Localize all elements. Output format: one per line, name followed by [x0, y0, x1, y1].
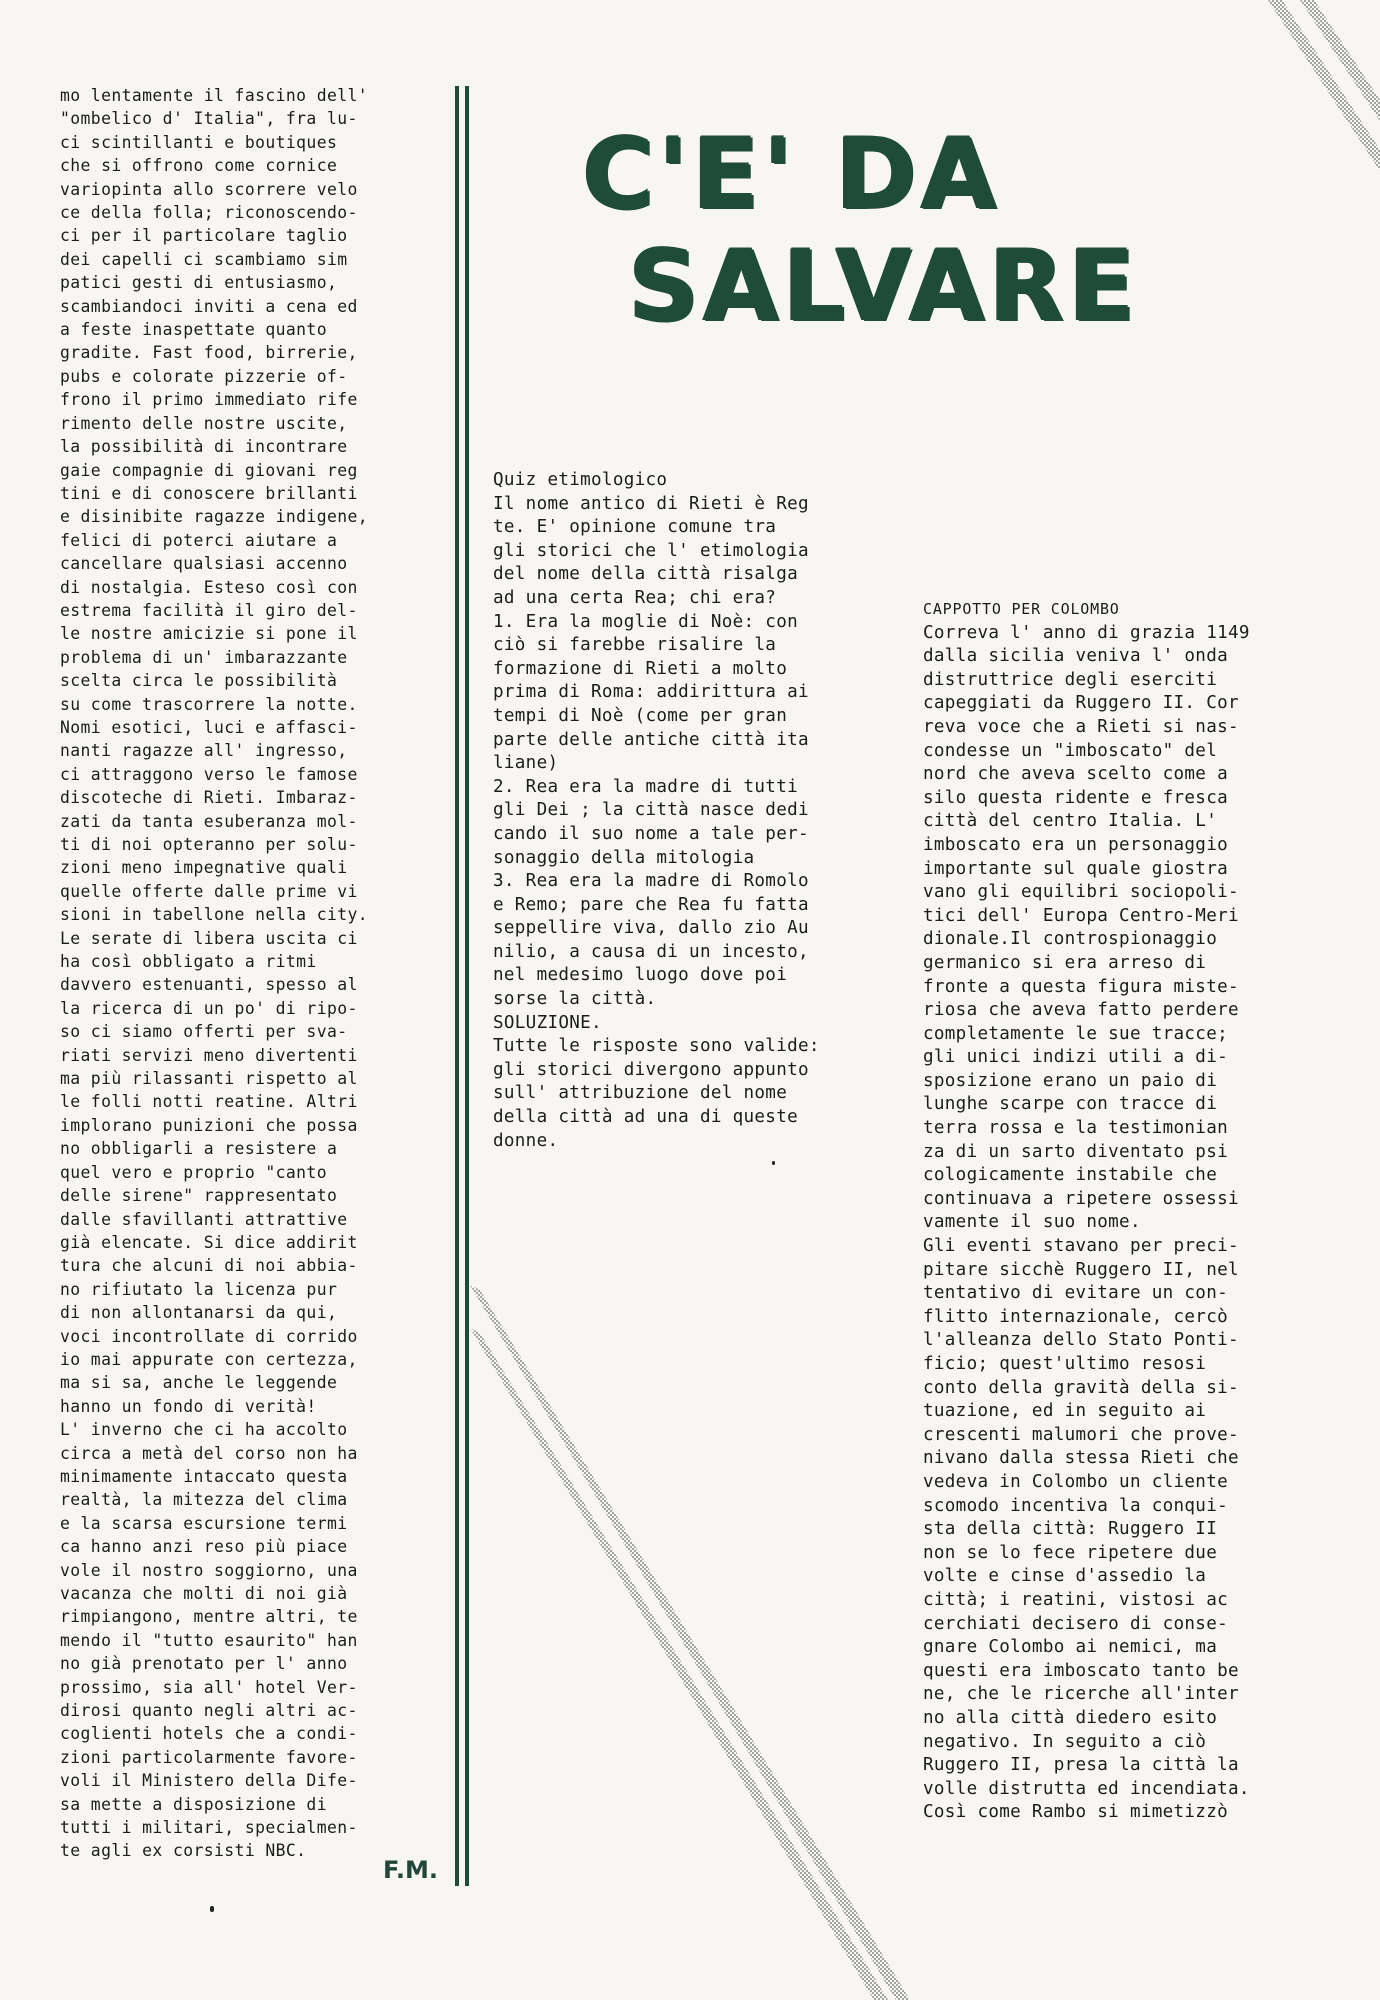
text-line: sposizione erano un paio di [923, 1070, 1218, 1091]
text-line: felici di poterci aiutare a [60, 530, 338, 550]
text-line: Nomi esotici, luci e affasci- [60, 717, 358, 737]
text-line: e disinibite ragazze indigene, [60, 507, 369, 527]
text-line: riati servizi meno divertenti [60, 1045, 358, 1065]
text-line: ca hanno anzi reso più piace [60, 1537, 348, 1557]
text-line: prima di Roma: addirittura ai [493, 682, 809, 703]
text-line: scambiandoci inviti a cena ed [60, 296, 358, 316]
text-line: ti di noi opteranno per solu- [60, 835, 358, 854]
text-line: non se lo fece ripetere due [923, 1542, 1218, 1563]
page-title [570, 118, 1210, 342]
text-line: cologicamente instabile che [923, 1165, 1218, 1186]
text-line: gradite. Fast food, birrerie, [60, 343, 358, 363]
text-line: zati da tanta esuberanza mol- [60, 811, 358, 831]
text-line: estrema facilità il giro del- [60, 600, 358, 620]
text-line: no già prenotato per l' anno [60, 1654, 348, 1674]
text-line: completamente le sue tracce; [923, 1023, 1228, 1044]
text-line: ce della folla; riconoscendo- [60, 203, 358, 223]
text-line: gaie compagnie di giovani reg [60, 460, 358, 480]
text-line: condesse un "imboscato" del [923, 740, 1218, 761]
text-line: quelle offerte dalle prime vi [60, 881, 358, 901]
text-line: flitto internazionale, cercò [923, 1306, 1228, 1327]
center-stripes [470, 1285, 910, 2000]
text-line: distruttrice degli eserciti [923, 669, 1218, 690]
text-line: dalla sicilia veniva l' onda [923, 646, 1228, 667]
text-line: no rifiutato la licenza pur [60, 1279, 338, 1299]
article-heading: CAPPOTTO PER COLOMBO [923, 600, 1120, 618]
text-line: dei capelli ci scambiamo sim [60, 249, 348, 269]
text-line: dalle sfavillanti attrattive [60, 1209, 348, 1229]
text-line: a feste inaspettate quanto [60, 320, 327, 340]
text-line: germanico si era arreso di [923, 952, 1207, 973]
ink-speck [210, 1906, 214, 1912]
text-line: vedeva in Colombo un cliente [923, 1471, 1228, 1492]
article-section [923, 598, 1283, 1825]
text-line: terra rossa e la testimonian [923, 1118, 1228, 1139]
text-line: volle distrutta ed incendiata. [923, 1778, 1250, 1799]
text-line: di nostalgia. Esteso così con [60, 577, 358, 597]
text-line: cancellare qualsiasi accenno [60, 554, 348, 574]
text-line: vano gli equilibri sociopoli- [923, 882, 1239, 903]
text-line: Le serate di libera uscita ci [60, 928, 358, 948]
text-line: no obbligarli a resistere a [60, 1139, 338, 1159]
text-line: tutti i militari, specialmen- [60, 1818, 358, 1838]
text-line: sorse la città. [493, 989, 657, 1010]
text-line: ad una certa Rea; chi era? [493, 587, 777, 608]
text-line: nel medesimo luogo dove poi [493, 965, 788, 986]
text-line: ci scintillanti e boutiques [60, 132, 338, 152]
text-line: problema di un' imbarazzante [60, 647, 348, 667]
text-line: continuava a ripetere ossessi [923, 1188, 1239, 1209]
text-line: ma più rilassanti rispetto al [60, 1069, 358, 1089]
text-line: formazione di Rieti a molto [493, 658, 788, 679]
text-line: sa mette a disposizione di [60, 1794, 327, 1814]
column-divider-rule [455, 86, 471, 1886]
text-line: ha così obbligato a ritmi [60, 952, 317, 972]
article-body [923, 622, 1283, 1825]
text-line: la possibilità di incontrare [60, 437, 348, 457]
text-line: gli storici divergono appunto [493, 1059, 809, 1080]
text-line: voci incontrollate di corrido [60, 1326, 358, 1346]
text-line: di non allontanarsi da qui, [60, 1303, 338, 1323]
text-line: dirosi quanto negli altri ac- [60, 1701, 358, 1721]
text-line: ficio; quest'ultimo resosi [923, 1354, 1207, 1374]
text-line: importante sul quale giostra [923, 858, 1228, 879]
text-line: rimento delle nostre uscite, [60, 413, 348, 433]
text-line: le nostre amicizie si pone il [60, 624, 358, 644]
text-line: volte e cinse d'assedio la [923, 1566, 1207, 1587]
text-line: questi era imboscato tanto be [923, 1660, 1239, 1681]
text-line: no alla città diedero esito [923, 1707, 1218, 1728]
text-line: te. E' opinione comune tra [493, 517, 777, 538]
text-line: scomodo incentiva la conqui- [923, 1495, 1228, 1516]
text-line: lunghe scarpe con tracce di [923, 1094, 1218, 1115]
text-line: circa a metà del corso non ha [60, 1443, 358, 1463]
text-line: sta della città: Ruggero II [923, 1519, 1218, 1540]
text-line: rimpiangono, mentre altri, te [60, 1607, 358, 1627]
author-signature: F.M. [383, 1856, 438, 1884]
text-line: tempi di Noè (come per gran [493, 705, 788, 726]
text-line: realtà, la mitezza del clima [60, 1490, 348, 1510]
text-line: della città ad una di queste [493, 1107, 798, 1128]
top-right-stripes [1268, 0, 1380, 171]
text-line: ci per il particolare taglio [60, 226, 348, 246]
text-line: delle sirene" rappresentato [60, 1186, 338, 1206]
text-line: che si offrono come cornice [60, 156, 338, 176]
text-line: città; i reatini, vistosi ac [923, 1589, 1228, 1610]
left-column-text [60, 84, 430, 1863]
text-line: ciò si farebbe risalire la [493, 635, 777, 656]
text-line: vole il nostro soggiorno, una [60, 1560, 358, 1580]
text-line: le folli notti reatine. Altri [60, 1092, 358, 1112]
text-line: la ricerca di un po' di ripo- [60, 998, 358, 1018]
text-line: nilio, a causa di un incesto, [493, 941, 809, 962]
text-line: nord che aveva scelto come a [923, 764, 1228, 785]
text-line: voli il Ministero della Dife- [60, 1771, 358, 1791]
quiz-heading: Quiz etimologico [493, 470, 668, 490]
text-line: zioni particolarmente favore- [60, 1747, 358, 1767]
text-line: Ruggero II, presa la città la [923, 1755, 1239, 1776]
text-line: negativo. In seguito a ciò [923, 1731, 1207, 1752]
text-line: gli Dei ; la città nasce dedi [493, 800, 809, 821]
text-line: sioni in tabellone nella city. [60, 905, 369, 925]
text-line: gli unici indizi utili a di- [923, 1047, 1228, 1068]
text-line: 2. Rea era la madre di tutti [493, 776, 798, 797]
text-line: gli storici che l' etimologia [493, 540, 809, 561]
text-line: quel vero e proprio "canto [60, 1162, 327, 1182]
text-line: nanti ragazze all' ingresso, [60, 741, 348, 761]
text-line: coglienti hotels che a condi- [60, 1724, 358, 1744]
text-line: nivano dalla stessa Rieti che [923, 1448, 1239, 1469]
quiz-section [493, 469, 873, 1153]
text-line: implorano punizioni che possa [60, 1115, 358, 1135]
text-line: vacanza che molti di noi già [60, 1584, 348, 1603]
text-line: tura che alcuni di noi abbia- [60, 1256, 358, 1276]
text-line: variopinta allo scorrere velo [60, 179, 358, 199]
text-line: ne, che le ricerche all'inter [923, 1684, 1239, 1705]
text-line: tuazione, ed in seguito ai [923, 1401, 1207, 1422]
text-line: discoteche di Rieti. Imbaraz- [60, 788, 358, 808]
text-line: parte delle antiche città ita [493, 729, 809, 750]
text-line: città del centro Italia. L' [923, 811, 1218, 832]
text-line: silo questa ridente e fresca [923, 787, 1228, 808]
text-line: tini e di conoscere brillanti [60, 483, 358, 503]
text-line: Gli eventi stavano per preci- [923, 1236, 1239, 1257]
text-line: "ombelico d' Italia", fra lu- [60, 109, 358, 129]
text-line: mendo il "tutto esaurito" han [60, 1630, 358, 1650]
text-line: gnare Colombo ai nemici, ma [923, 1637, 1218, 1658]
text-line: pitare sicchè Ruggero II, nel [923, 1259, 1239, 1280]
text-line: donne. [493, 1130, 559, 1151]
text-line: cerchiati decisero di conse- [923, 1613, 1228, 1634]
text-line: seppellire viva, dallo zio Au [493, 918, 809, 939]
text-line: crescenti malumori che prove- [923, 1424, 1239, 1445]
text-line: conto della gravità della si- [923, 1377, 1239, 1398]
text-line: Il nome antico di Rieti è Reg [493, 493, 809, 514]
text-line: ci attraggono verso le famose [60, 764, 358, 784]
text-line: imboscato era un personaggio [923, 834, 1228, 855]
text-line: te agli ex corsisti NBC. [60, 1841, 307, 1861]
text-line: liane) [493, 753, 559, 774]
text-line: io mai appurate con certezza, [60, 1349, 358, 1369]
text-line: tentativo di evitare un con- [923, 1283, 1228, 1304]
text-line: za di un sarto diventato psi [923, 1141, 1228, 1162]
text-line: minimamente intaccato questa [60, 1466, 348, 1486]
title-line-1: C'E' DA [582, 117, 1001, 231]
text-line: su come trascorrere la notte. [60, 694, 358, 714]
title-line-2: SALVARE [628, 229, 1139, 343]
text-line: scelta circa le possibilità [60, 671, 338, 691]
text-line: reva voce che a Rieti si nas- [923, 716, 1239, 737]
text-line: vamente il suo nome. [923, 1212, 1141, 1233]
quiz-body [493, 493, 873, 1154]
text-line: frono il primo immediato rife [60, 390, 358, 410]
text-line: davvero estenuanti, spesso al [60, 975, 358, 995]
text-line: ma si sa, anche le leggende [60, 1373, 338, 1393]
text-line: SOLUZIONE. [493, 1012, 602, 1033]
text-line: hanno un fondo di verità! [60, 1396, 317, 1416]
text-line: e la scarsa escursione termi [60, 1513, 348, 1533]
text-line: patici gesti di entusiasmo, [60, 273, 338, 293]
text-line: del nome della città risalga [493, 564, 798, 585]
text-line: Tutte le risposte sono valide: [493, 1036, 820, 1057]
text-line: prossimo, sia all' hotel Ver- [60, 1677, 358, 1697]
text-line: sull' attribuzione del nome [493, 1083, 788, 1104]
text-line: tici dell' Europa Centro-Meri [923, 905, 1239, 926]
text-line: zioni meno impegnative quali [60, 858, 348, 878]
text-line: Correva l' anno di grazia 1149 [923, 622, 1250, 643]
text-line: fronte a questa figura miste- [923, 976, 1239, 997]
text-line: L' inverno che ci ha accolto [60, 1420, 348, 1440]
text-line: e Remo; pare che Rea fu fatta [493, 894, 809, 915]
text-line: pubs e colorate pizzerie of- [60, 366, 348, 386]
text-line: so ci siamo offerti per sva- [60, 1022, 348, 1042]
text-line: l'alleanza dello Stato Ponti- [923, 1330, 1239, 1351]
text-line: Così come Rambo si mimetizzò [923, 1802, 1228, 1823]
text-line: riosa che aveva fatto perdere [923, 1000, 1239, 1021]
text-line: capeggiati da Ruggero II. Cor [923, 693, 1239, 714]
text-line: sonaggio della mitologia [493, 847, 755, 868]
text-line: dionale.Il controspionaggio [923, 929, 1218, 950]
text-line: mo lentamente il fascino dell' [60, 86, 369, 105]
ink-speck [772, 1161, 775, 1165]
text-line: cando il suo nome a tale per- [493, 823, 809, 844]
text-line: 3. Rea era la madre di Romolo [493, 871, 809, 892]
text-line: 1. Era la moglie di Noè: con [493, 611, 798, 632]
text-line: già elencate. Si dice addirit [60, 1232, 358, 1252]
